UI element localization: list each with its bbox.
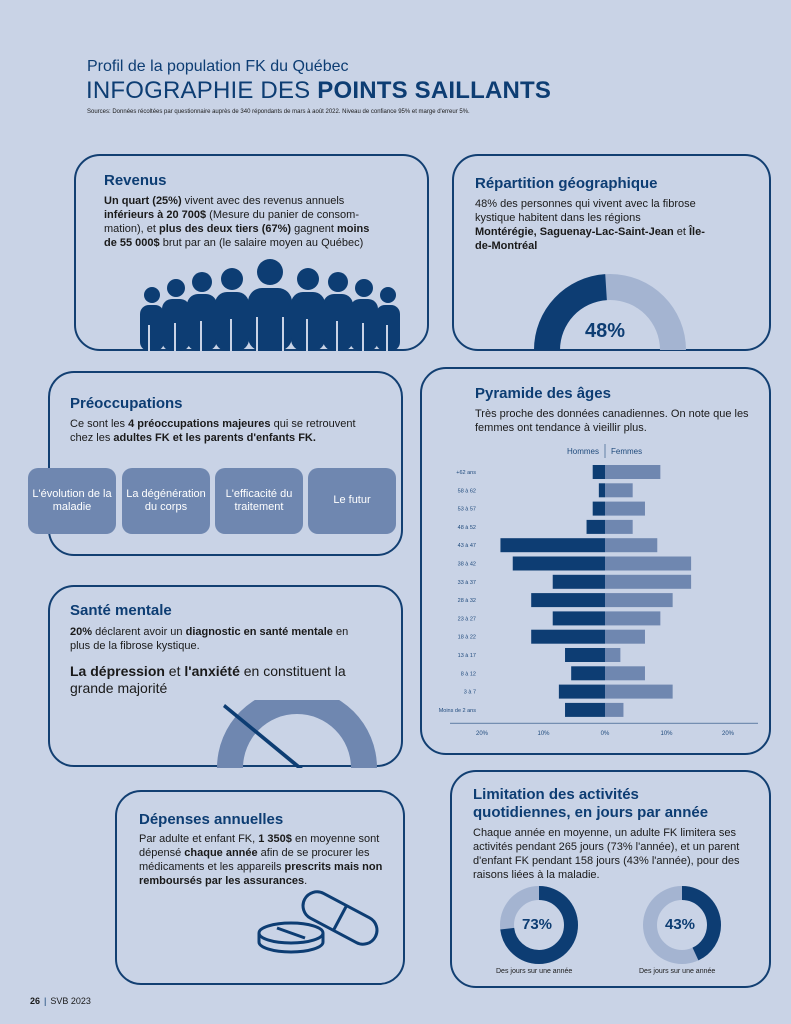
bar-hommes: [531, 630, 605, 644]
category-label: 53 à 57: [457, 506, 476, 513]
donut-parent-caption: Des jours sur une année: [639, 968, 716, 975]
sante-title: Santé mentale: [70, 602, 172, 619]
preoccupations-title: Préoccupations: [70, 395, 183, 412]
dep-t5: afin de se procurer les médicaments et les appareils: [139, 847, 370, 873]
geo-t3: et: [673, 226, 689, 238]
pyramide-text: Très proche des données canadiennes. On note que les femmes ont tendance à vieillir plus.: [475, 408, 749, 434]
dep-t1: Par adulte et enfant FK,: [139, 833, 259, 845]
revenus-t6: gagnent: [291, 223, 337, 235]
bar-hommes: [559, 685, 605, 699]
donut-parent-label: 43%: [665, 916, 696, 933]
tick-label: 20%: [475, 731, 489, 738]
bar-hommes: [531, 593, 605, 607]
revenus-t5: plus des deux tiers (67%): [159, 223, 292, 235]
category-label: 48 à 52: [457, 524, 476, 531]
revenus-text: [104, 194, 384, 250]
pills-icon: [255, 890, 380, 955]
limitation-title-2: quotidiennes, en jours par année: [473, 804, 709, 821]
revenus-t7: moins de 55 000$: [104, 223, 370, 249]
revenus-t1: Un quart (25%): [104, 195, 182, 207]
donut-adult-caption: Des jours sur une année: [496, 968, 573, 975]
category-label: 18 à 22: [457, 634, 476, 641]
bar-femmes: [605, 483, 633, 497]
bar-hommes: [599, 483, 605, 497]
sante-t3: diagnostic en santé mentale: [185, 626, 333, 638]
category-label: 58 à 62: [457, 488, 476, 495]
sante-t2: déclarent avoir un: [92, 626, 186, 638]
legend-femmes: Femmes: [611, 447, 643, 456]
bar-hommes: [513, 557, 605, 571]
bar-hommes: [565, 648, 605, 662]
dep-t2: 1 350$: [258, 833, 292, 845]
category-label: +62 ans: [456, 470, 476, 476]
limitation-text: Chaque année en moyenne, un adulte FK limitera ses activités pendant 265 jours (73% l'année), et un parent d'enfant FK pendant 158 jours (43% l'année), pour des raisons liées à la maladie.: [473, 827, 740, 881]
bar-hommes: [593, 465, 605, 479]
bar-femmes: [605, 648, 620, 662]
category-label: 13 à 17: [457, 653, 476, 659]
category-label: 3 à 7: [463, 689, 476, 696]
bar-hommes: [553, 611, 605, 625]
category-label: 43 à 47: [457, 543, 476, 550]
revenus-t3: inférieurs à 20 700$: [104, 209, 207, 221]
tick-label: 0%: [600, 731, 610, 738]
bar-hommes: [571, 666, 605, 680]
geo-text: [475, 197, 705, 253]
bar-hommes: [553, 575, 605, 589]
dep-t3: en moyenne sont dépensé: [139, 833, 380, 859]
geo-gauge-label: 48%: [585, 320, 626, 342]
preoccupations-text: [70, 417, 380, 445]
gauge-needle-icon: [215, 700, 385, 768]
bar-femmes: [605, 538, 657, 552]
tick-label: 20%: [721, 731, 735, 738]
preoc-t2: 4 préoccupations majeures: [128, 418, 271, 430]
sante-t1: 20%: [70, 626, 93, 638]
title-regular: INFOGRAPHIE DES: [86, 77, 318, 104]
bar-hommes: [500, 538, 605, 552]
donut-adult-label: 73%: [522, 916, 553, 933]
preoc-t3: qui se retrouvent chez les: [70, 418, 356, 444]
dep-t4: chaque année: [184, 847, 258, 859]
sante-big2: et: [164, 663, 185, 679]
bar-hommes: [593, 502, 605, 516]
sante-big3: l'anxiété: [184, 663, 240, 679]
bar-femmes: [605, 557, 691, 571]
bar-femmes: [605, 703, 623, 717]
concern-item-degeneration: La dégénération du corps: [122, 468, 210, 534]
bar-femmes: [605, 685, 673, 699]
sante-big4: en constituent la grande majorité: [70, 663, 346, 696]
bar-femmes: [605, 502, 645, 516]
dep-t7: .: [304, 875, 308, 887]
people-group-icon: [130, 255, 410, 351]
concern-item-efficacite: L'efficacité du traitement: [215, 468, 303, 534]
publication-name: SVB 2023: [50, 996, 91, 1006]
revenus-t2: vivent avec des revenus annuels: [181, 195, 345, 207]
geo-title: Répartition géographique: [475, 175, 658, 192]
category-label: 38 à 42: [457, 561, 476, 568]
bar-hommes: [587, 520, 605, 534]
page-footer: 26 | SVB 2023: [30, 996, 91, 1006]
geo-t1: 48% des personnes qui vivent avec la fibrose kystique habitent dans les régions: [475, 198, 696, 224]
category-label: Moins de 2 ans: [438, 707, 476, 714]
sante-big1: La dépression: [70, 663, 165, 679]
page-title: [86, 77, 551, 105]
bar-femmes: [605, 666, 645, 680]
bar-femmes: [605, 465, 660, 479]
revenus-t8: brut par an (le salaire moyen au Québec): [159, 237, 364, 249]
preoc-t1: Ce sont les: [70, 418, 129, 430]
bar-femmes: [605, 630, 645, 644]
bar-femmes: [605, 575, 691, 589]
bar-femmes: [605, 593, 673, 607]
sources-note: Sources: Données récoltées par questionnaire auprès de 340 répondants de mars à août 2022. Niveau de confiance 95% et marge d'erreur 5%.: [87, 109, 470, 115]
category-label: 28 à 32: [457, 598, 476, 605]
category-label: 33 à 37: [457, 579, 476, 586]
limitation-title-1: Limitation des activités: [473, 786, 639, 803]
concern-item-evolution: L'évolution de la maladie: [28, 468, 116, 534]
title-bold: POINTS SAILLANTS: [317, 77, 552, 104]
page-number: 26: [30, 996, 41, 1006]
sante-t4: en plus de la fibrose kystique.: [70, 626, 349, 652]
concern-item-futur: Le futur: [308, 468, 396, 534]
sante-highlight: [70, 663, 360, 697]
category-label: 23 à 27: [457, 616, 476, 623]
geo-t4: Île-de-Montréal: [475, 226, 705, 252]
tick-label: 10%: [537, 731, 550, 738]
bar-femmes: [605, 611, 660, 625]
geo-t2: Montérégie, Saguenay-Lac-Saint-Jean: [475, 226, 674, 238]
legend-hommes: Hommes: [566, 447, 599, 456]
page-subtitle: Profil de la population FK du Québec: [87, 58, 349, 75]
tick-label: 10%: [660, 731, 673, 738]
bar-femmes: [605, 520, 633, 534]
revenus-title: Revenus: [104, 172, 167, 189]
age-pyramid-chart: [420, 440, 771, 745]
revenus-t4: (Mesure du panier de consom- mation), et: [104, 209, 359, 235]
sante-text: [70, 625, 360, 653]
preoc-t4: adultes FK et les parents d'enfants FK.: [113, 432, 316, 444]
depenses-title: Dépenses annuelles: [139, 811, 284, 828]
category-label: 8 à 12: [460, 671, 476, 678]
depenses-text: [139, 832, 394, 888]
bar-hommes: [565, 703, 605, 717]
dep-t6: prescrits mais non remboursés par les assurances: [139, 861, 383, 887]
pyramide-title: Pyramide des âges: [475, 385, 611, 402]
